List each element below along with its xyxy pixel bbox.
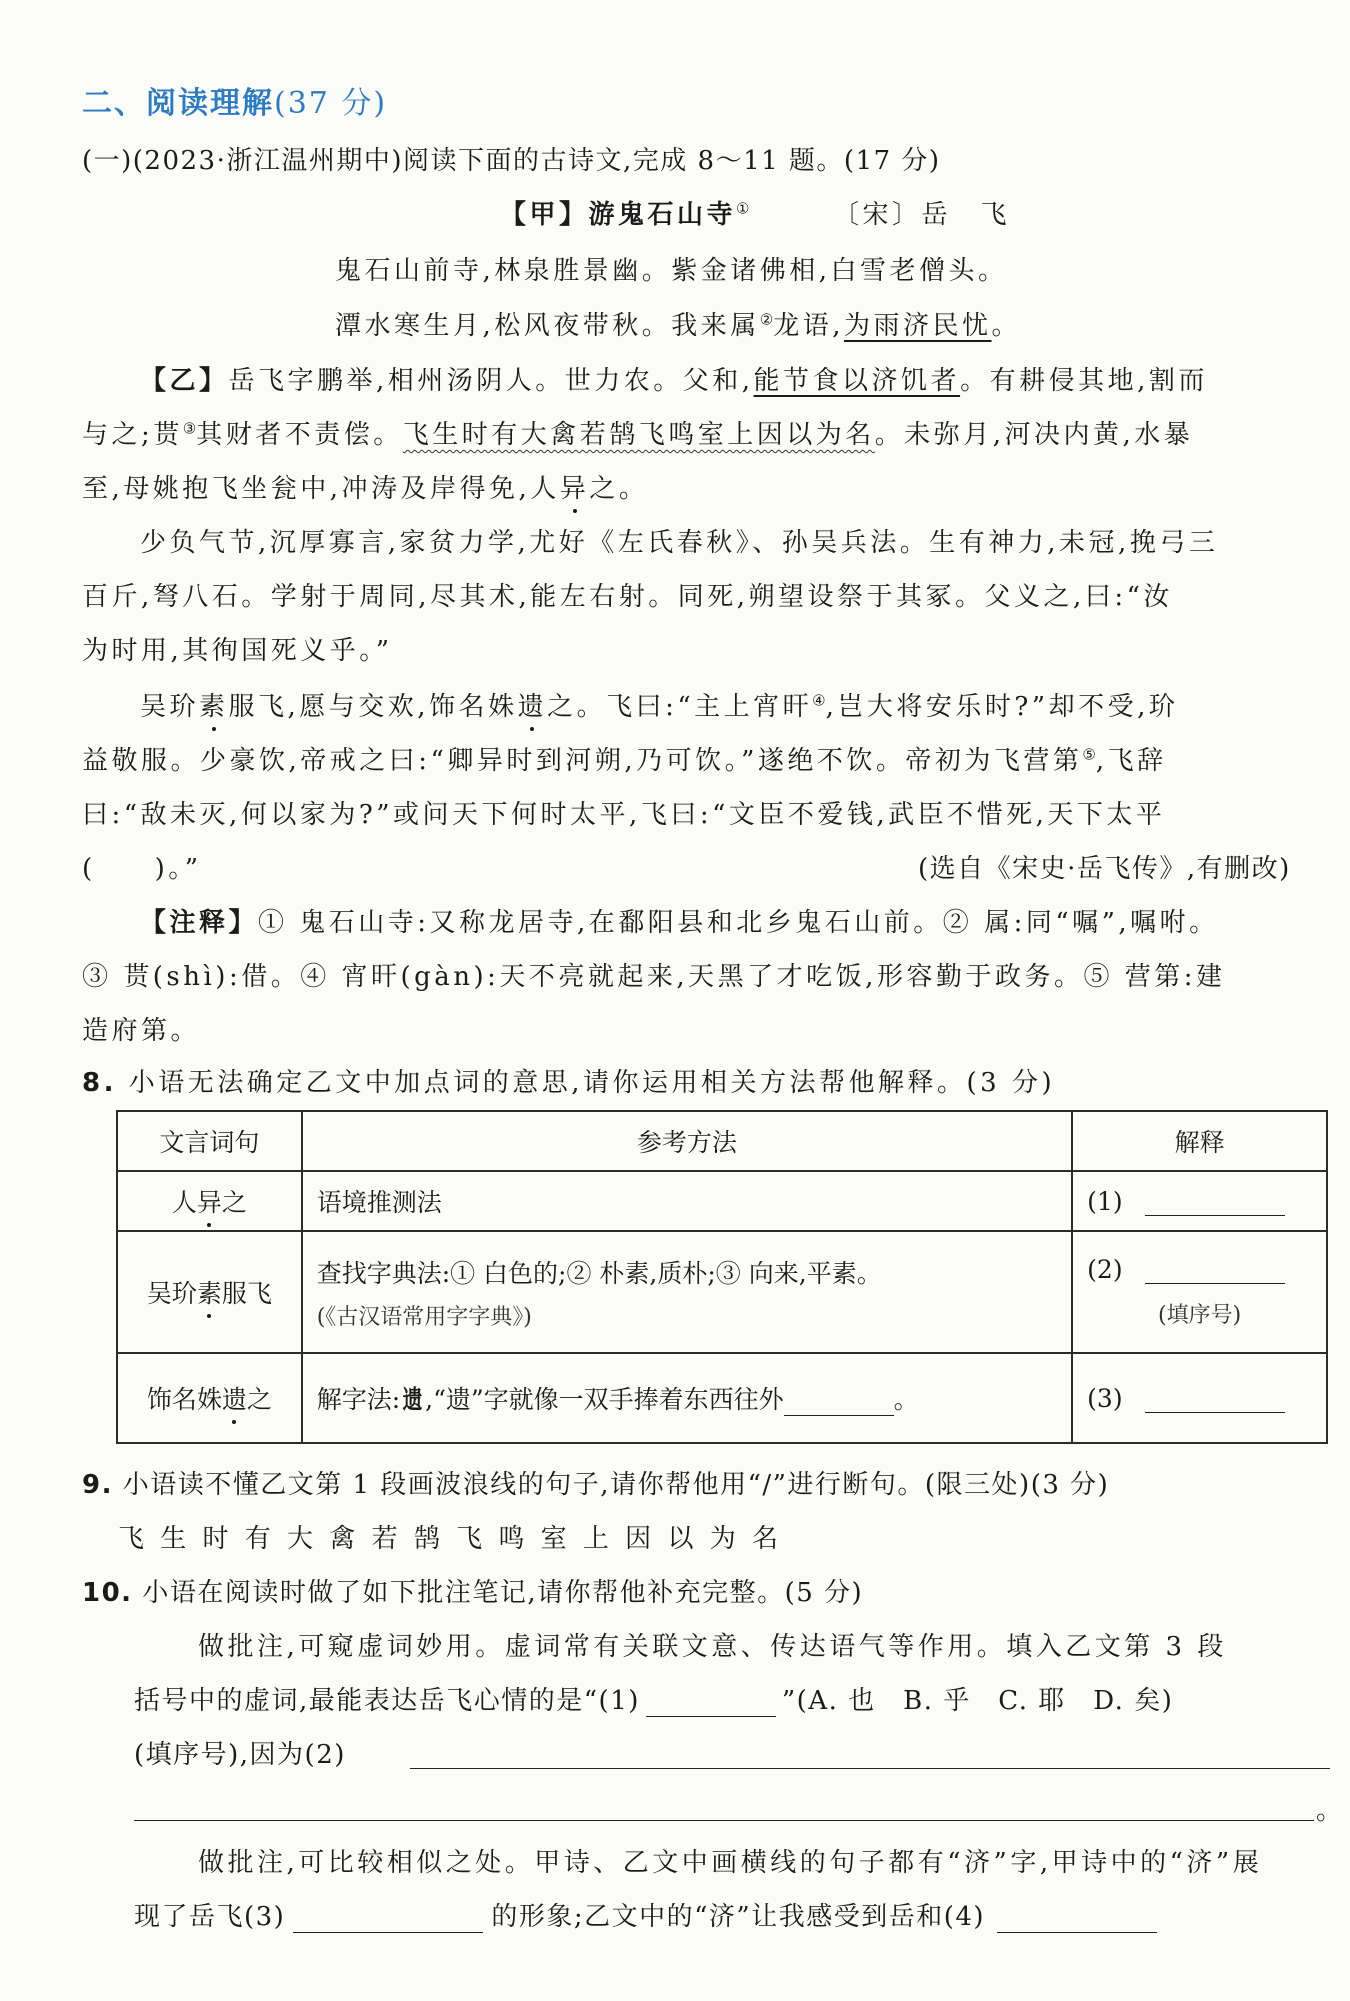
reading-intro: (一)(2023·浙江温州期中)阅读下面的古诗文,完成 8～11 题。(17 分) bbox=[82, 146, 941, 176]
prose-p2-line-2: 百斤,弩八石。学射于周同,尽其术,能左右射。同死,朔望设祭于其冢。父义之,曰:“汝 bbox=[82, 582, 1173, 612]
poem-line-2-part-b: 龙语, bbox=[773, 311, 844, 341]
ancient-glyph-icon: 遗 bbox=[402, 1385, 423, 1414]
prose-p1-l2-b: 其财者不责偿。 bbox=[196, 420, 403, 450]
table-row bbox=[117, 1171, 1327, 1231]
phrase-text-end: 服飞 bbox=[221, 1279, 272, 1308]
table-header-row bbox=[117, 1111, 1327, 1171]
method-blank[interactable] bbox=[784, 1415, 894, 1416]
prose-p3-l1-f: ,岂大将安乐时?”却不受,玠 bbox=[825, 692, 1179, 722]
section-title-text: 二、阅读理解 bbox=[82, 86, 274, 121]
dotted-word-yi: 异 bbox=[560, 468, 590, 505]
section-points: (37 分) bbox=[274, 86, 388, 121]
prose-note-mark-5: ⑤ bbox=[1082, 745, 1096, 764]
table-answer-cell bbox=[1072, 1231, 1327, 1353]
prose-p3-line-2 bbox=[82, 740, 1167, 777]
prose-note-mark-4: ④ bbox=[812, 691, 826, 710]
q10-p2-l2-a: 现了岳飞(3) bbox=[134, 1902, 286, 1932]
phrase-text-end: 之 bbox=[246, 1385, 272, 1414]
table-method-cell bbox=[302, 1231, 1072, 1353]
dictionary-method-text: 查找字典法:① 白色的;② 朴素,质朴;③ 向来,平素。 bbox=[316, 1258, 882, 1288]
table-method-cell bbox=[302, 1353, 1072, 1443]
phrase-dotted-word: 异 bbox=[197, 1183, 222, 1219]
table-row bbox=[117, 1353, 1327, 1443]
q10-p1-line-end: 。 bbox=[1316, 1796, 1346, 1826]
prose-p2-line-3: 为时用,其徇国死义乎。” bbox=[82, 636, 393, 666]
notes-line-2: ③ 贳(shì):借。④ 宵旰(gàn):天不亮就起来,天黑了才吃饭,形容勤于政务。⑤ 营第:建 bbox=[82, 962, 1226, 992]
q10-blank-3[interactable] bbox=[293, 1932, 483, 1933]
poem-line-2-part-a: 潭水寒生月,松风夜带秋。我来属 bbox=[335, 311, 760, 341]
prose-p1-l2-d: 。未弥月,河决内黄,水暴 bbox=[874, 420, 1194, 450]
prose-p3-l1-a: 吴玠 bbox=[140, 692, 200, 722]
q10-p2-line-2 bbox=[134, 1896, 1157, 1933]
prose-source: (选自《宋史·岳飞传》,有删改) bbox=[918, 854, 1291, 884]
poem-label: 【甲】 bbox=[500, 200, 589, 230]
prose-note-mark-3: ③ bbox=[182, 419, 197, 438]
prose-p1-l3-a: 至,母姚抱飞坐瓮中,冲涛及岸得免,人 bbox=[82, 474, 560, 504]
q10-p1-line-2 bbox=[134, 1680, 1173, 1717]
table-header-answer: 解释 bbox=[1072, 1111, 1327, 1171]
section-title bbox=[82, 78, 387, 122]
prose-p3-l1-c: 服飞,愿与交欢,饰名姝 bbox=[228, 692, 518, 722]
prose-wavy-sentence: 飞生时有大禽若鹄飞鸣室上因以为名 bbox=[402, 420, 875, 450]
phrase-dotted-word: 素 bbox=[197, 1274, 222, 1310]
table-phrase-cell bbox=[117, 1231, 302, 1353]
question-8 bbox=[82, 1062, 1055, 1099]
answer-label-3: (3) bbox=[1087, 1383, 1123, 1413]
dictionary-source: (《古汉语常用字字典》) bbox=[316, 1304, 532, 1330]
q10-p1-l2-a: 括号中的虚词,最能表达岳飞心情的是“(1) bbox=[134, 1686, 640, 1716]
poem-note-mark-2: ② bbox=[759, 310, 774, 329]
prose-p2-line-1: 少负气节,沉厚寡言,家贫力学,尤好《左氏春秋》、孙吴兵法。生有神力,未冠,挽弓三 bbox=[140, 528, 1219, 558]
dotted-word-su: 素 bbox=[199, 686, 229, 723]
q9-sentence[interactable]: 飞 生 时 有 大 禽 若 鹄 飞 鸣 室 上 因 以 为 名 bbox=[118, 1524, 782, 1554]
poem-title-line bbox=[500, 194, 1010, 231]
prose-label: 【乙】 bbox=[140, 366, 229, 396]
prose-p1-line-1 bbox=[140, 360, 1208, 397]
phrase-text: 饰名姝 bbox=[146, 1385, 222, 1414]
table-row bbox=[117, 1231, 1327, 1353]
notes-l1-text: ① 鬼石山寺:又称龙居寺,在鄱阳县和北乡鬼石山前。② 属:同“嘱”,嘱咐。 bbox=[258, 908, 1219, 938]
q10-blank-2[interactable] bbox=[410, 1768, 1330, 1769]
prose-p3-l1-e: 之。飞曰:“主上宵旰 bbox=[547, 692, 813, 722]
table-phrase-cell bbox=[117, 1353, 302, 1443]
answer-blank-2[interactable] bbox=[1145, 1283, 1285, 1284]
answer-label-2: (2) bbox=[1087, 1255, 1123, 1284]
question-9-number: 9. bbox=[82, 1470, 113, 1500]
prose-p3-l2-b: ,飞辞 bbox=[1095, 746, 1167, 776]
prose-p1-l1-a: 岳飞字鹏举,相州汤阴人。世力农。父和, bbox=[228, 366, 754, 396]
q10-blank-1[interactable] bbox=[646, 1716, 776, 1717]
q10-p2-line-1: 做批注,可比较相似之处。甲诗、乙文中画横线的句子都有“济”字,甲诗中的“济”展 bbox=[198, 1848, 1263, 1878]
poem-author: 〔宋〕岳 飞 bbox=[833, 200, 1011, 230]
prose-p3-line-4: ( )。” bbox=[82, 854, 202, 884]
phrase-text: 人 bbox=[171, 1188, 197, 1217]
table-method-cell: 语境推测法 bbox=[302, 1171, 1072, 1231]
table-answer-cell bbox=[1072, 1353, 1327, 1443]
method-label: 解字法: bbox=[316, 1385, 401, 1414]
q10-blank-2-continued[interactable] bbox=[134, 1820, 1314, 1821]
question-10-text: 小语在阅读时做了如下批注笔记,请你帮他补充完整。(5 分) bbox=[142, 1578, 864, 1608]
poem-note-mark: ① bbox=[736, 199, 750, 218]
notes-line-1 bbox=[140, 902, 1219, 939]
q10-blank-4[interactable] bbox=[997, 1932, 1157, 1933]
table-header-method: 参考方法 bbox=[302, 1111, 1072, 1171]
prose-p1-l2-a: 与之;贳 bbox=[82, 420, 183, 450]
q10-p1-l3-a: (填序号),因为(2) bbox=[134, 1740, 346, 1770]
table-answer-cell bbox=[1072, 1171, 1327, 1231]
method-text: ,“遗”字就像一双手捧着东西往外 bbox=[425, 1385, 784, 1414]
answer-label-1: (1) bbox=[1087, 1186, 1123, 1216]
question-8-number: 8. bbox=[82, 1068, 117, 1098]
phrase-text-end: 之 bbox=[221, 1188, 247, 1217]
notes-line-3: 造府第。 bbox=[82, 1016, 201, 1046]
method-end: 。 bbox=[893, 1385, 919, 1414]
answer-hint: (填序号) bbox=[1157, 1303, 1242, 1328]
table-phrase-cell bbox=[117, 1171, 302, 1231]
prose-underlined-phrase: 能节食以济饥者 bbox=[753, 366, 961, 396]
poem-title: 游鬼石山寺 bbox=[588, 200, 737, 230]
prose-p1-l3-c: 之。 bbox=[589, 474, 649, 504]
method-table bbox=[116, 1110, 1328, 1444]
question-9-text: 小语读不懂乙文第 1 段画波浪线的句子,请你帮他用“/”进行断句。(限三处)(3 分) bbox=[122, 1470, 1110, 1500]
poem-line-2 bbox=[335, 305, 1021, 342]
question-10-number: 10. bbox=[82, 1578, 133, 1608]
prose-p1-l1-c: 。有耕侵其地,割而 bbox=[960, 366, 1208, 396]
prose-p1-line-3 bbox=[82, 468, 648, 505]
question-8-text: 小语无法确定乙文中加点词的意思,请你运用相关方法帮他解释。(3 分) bbox=[128, 1068, 1056, 1098]
q10-p1-line-3 bbox=[134, 1734, 346, 1771]
notes-label: 【注释】 bbox=[140, 908, 259, 938]
phrase-text: 吴玠 bbox=[146, 1279, 197, 1308]
dotted-word-wei: 遗 bbox=[518, 686, 548, 723]
answer-blank-1[interactable] bbox=[1145, 1215, 1285, 1216]
prose-p3-line-3: 曰:“敌未灭,何以家为?”或问天下何时太平,飞曰:“文臣不爱钱,武臣不惜死,天下太平 bbox=[82, 800, 1166, 830]
phrase-dotted-word: 遗 bbox=[222, 1380, 247, 1416]
prose-p1-line-2 bbox=[82, 414, 1193, 451]
prose-p3-line-1 bbox=[140, 686, 1178, 723]
q10-options: ”(A. 也 B. 乎 C. 耶 D. 矣) bbox=[781, 1686, 1174, 1716]
question-10 bbox=[82, 1572, 863, 1609]
answer-blank-3[interactable] bbox=[1145, 1412, 1285, 1413]
q10-p2-l2-b: 的形象;乙文中的“济”让我感受到岳和(4) bbox=[491, 1902, 986, 1932]
q10-p1-line-1: 做批注,可窥虚词妙用。虚词常有关联文意、传达语气等作用。填入乙文第 3 段 bbox=[198, 1632, 1227, 1662]
table-header-phrase: 文言词句 bbox=[117, 1111, 302, 1171]
prose-p3-l2-a: 益敬服。少豪饮,帝戒之曰:“卿异时到河朔,乃可饮。”遂绝不饮。帝初为飞营第 bbox=[82, 746, 1083, 776]
question-9 bbox=[82, 1464, 1109, 1501]
poem-line-2-end: 。 bbox=[991, 311, 1022, 341]
poem-line-1: 鬼石山前寺,林泉胜景幽。紫金诸佛相,白雪老僧头。 bbox=[335, 256, 1008, 286]
poem-underlined-phrase: 为雨济民忧 bbox=[843, 311, 992, 341]
